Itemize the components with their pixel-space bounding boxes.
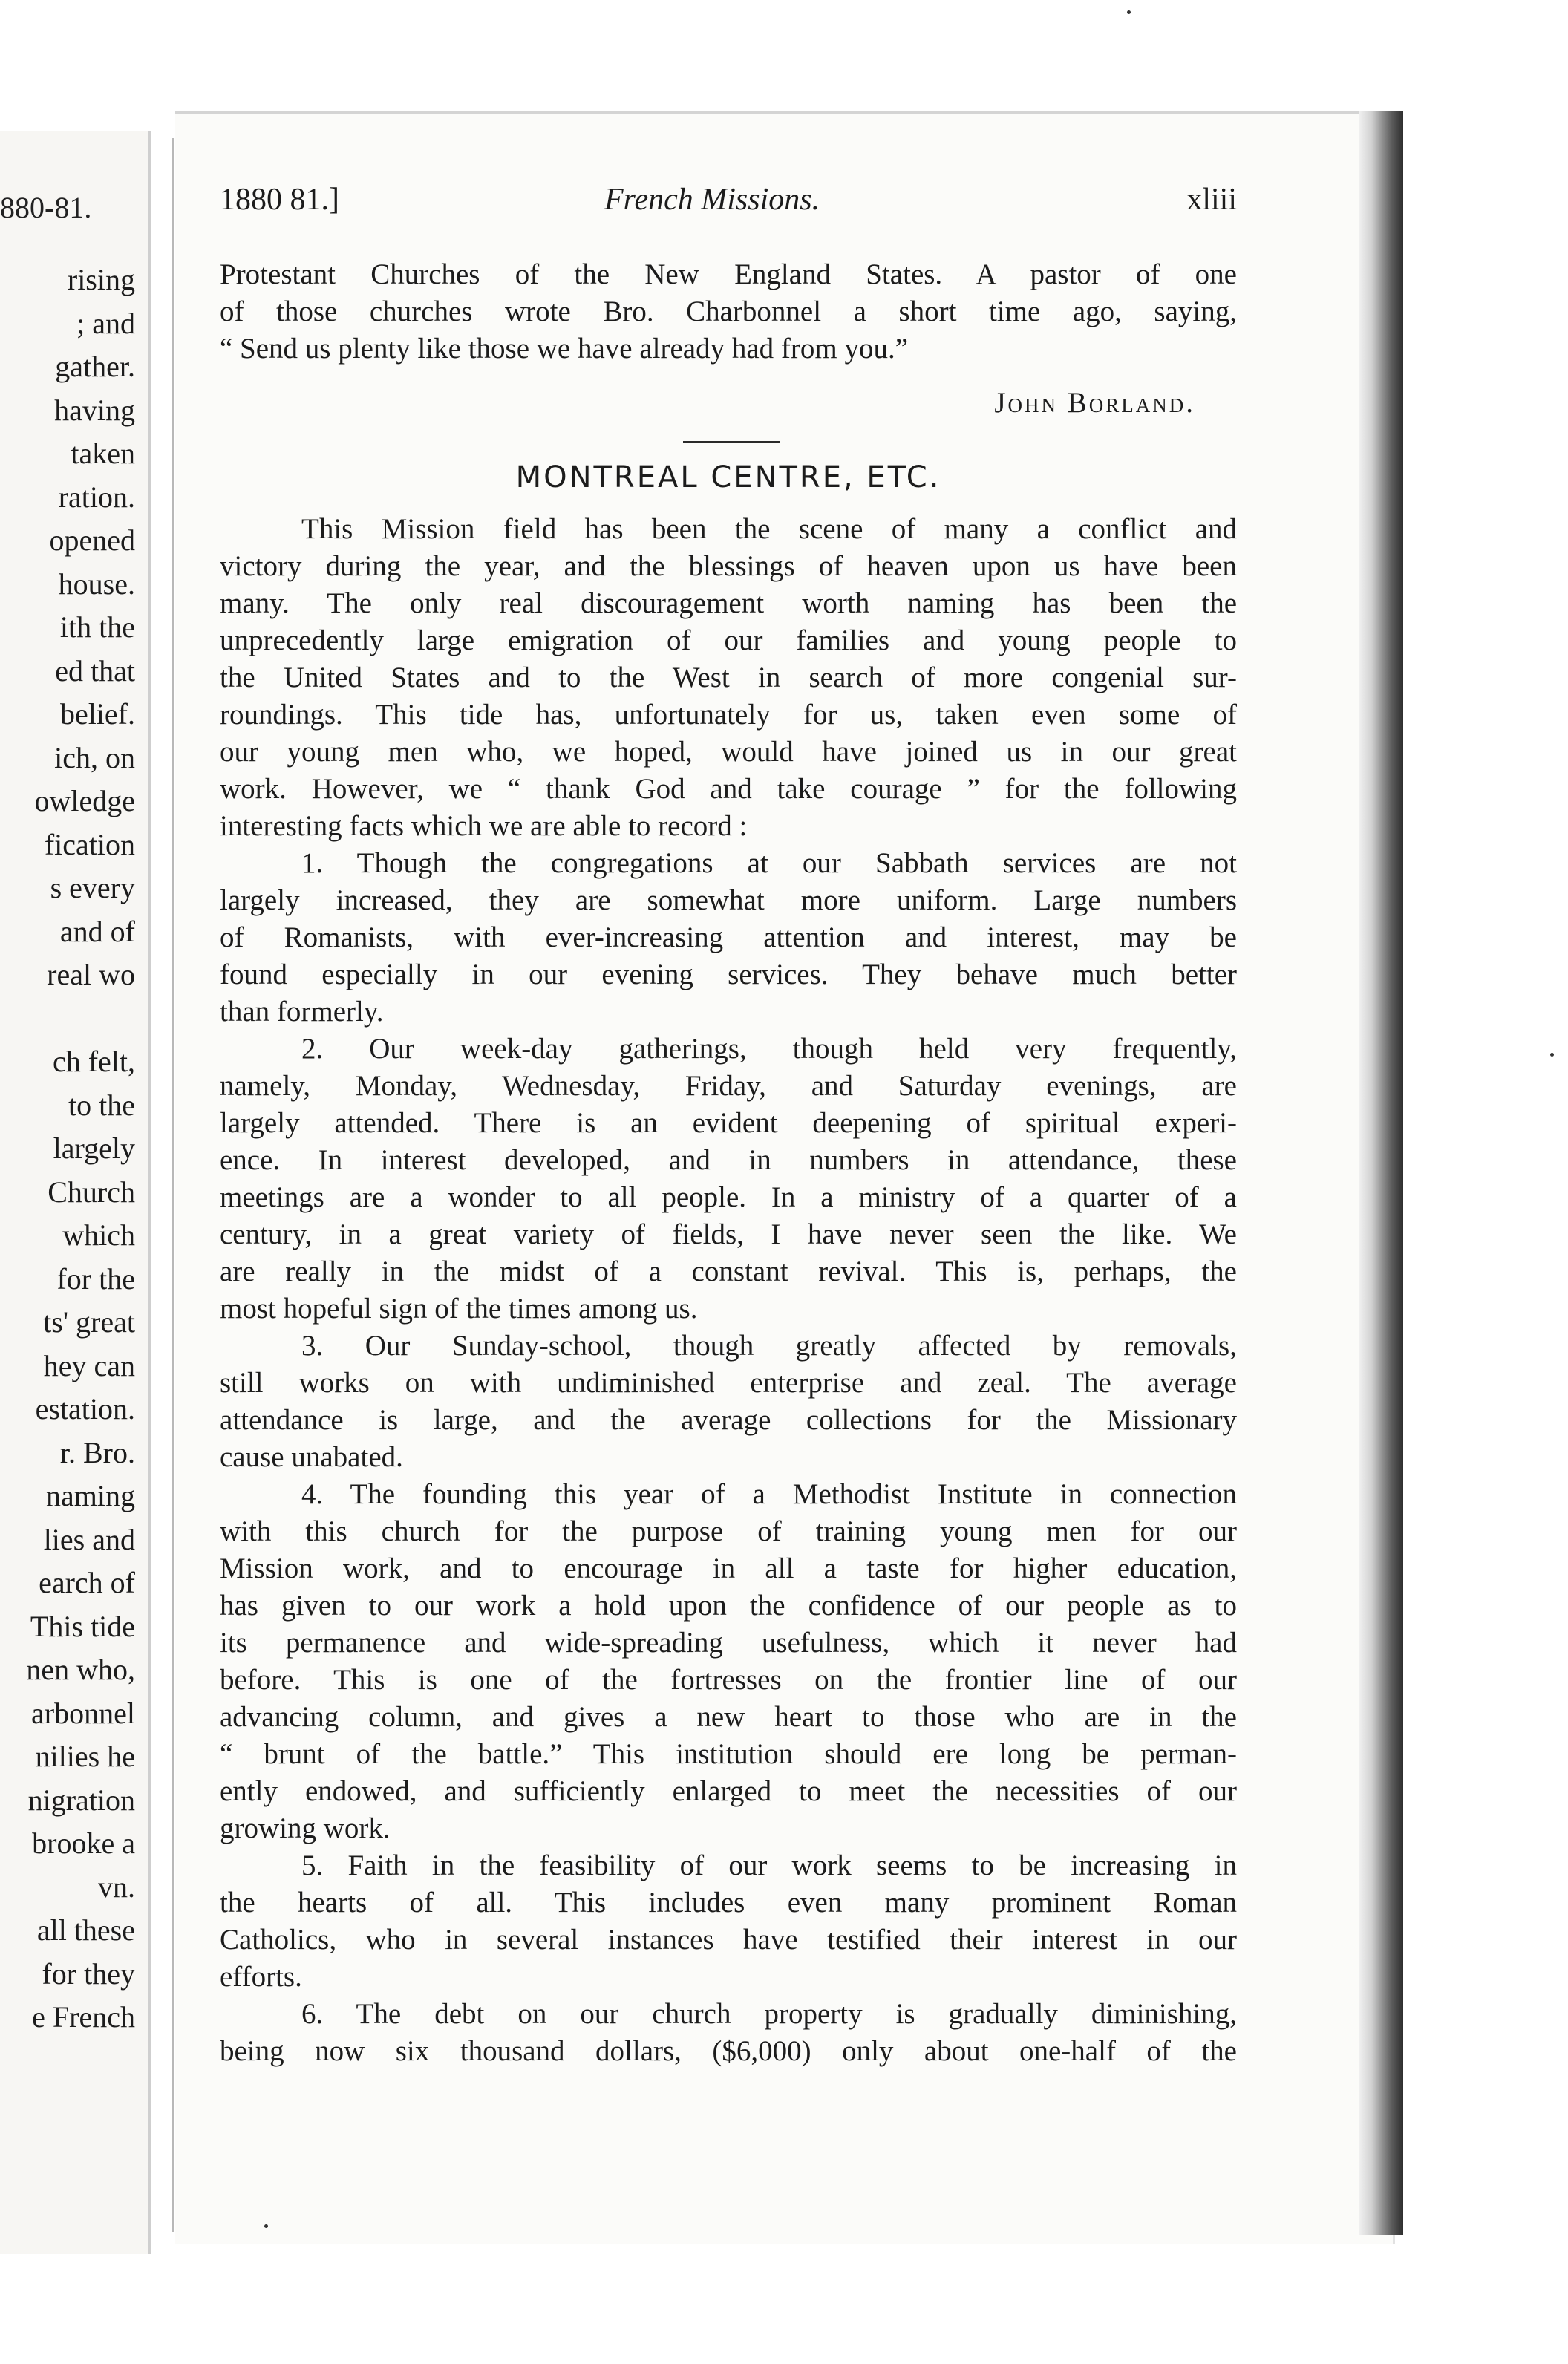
left-page-text-column — [0, 258, 135, 2040]
section-divider-rule — [683, 441, 780, 443]
body-line: 1. Though the congregations at our Sabbath services are not — [301, 847, 1237, 879]
scan-speck — [264, 2224, 268, 2228]
left-page-line: Church — [48, 1175, 135, 1209]
running-head-title: French Missions. — [604, 183, 820, 217]
body-line: namely, Monday, Wednesday, Friday, and Saturday evenings, are — [220, 1070, 1237, 1102]
body-line: our young men who, we hoped, would have joined us in our great — [220, 736, 1237, 768]
body-line: still works on with undiminished enterprise and zeal. The average — [220, 1367, 1237, 1399]
body-line: ently endowed, and sufficiently enlarged to meet the necessities of our — [220, 1775, 1237, 1807]
body-line: being now six thousand dollars, ($6,000) only about one-half of the — [220, 2035, 1237, 2067]
body-line: interesting facts which we are able to record : — [220, 810, 748, 842]
body-line: efforts. — [220, 1961, 302, 1993]
section-body-text — [220, 511, 1237, 2070]
body-line: advancing column, and gives a new heart to those who are in the — [220, 1701, 1237, 1733]
left-page-line: ts' great — [43, 1305, 135, 1339]
body-line: the hearts of all. This includes even many prominent Roman — [220, 1887, 1237, 1919]
body-line: 2. Our week-day gatherings, though held very frequently, — [301, 1033, 1237, 1065]
left-page-line: for they — [42, 1956, 135, 1991]
left-page-fragment — [0, 131, 151, 2254]
left-page-line: largely — [53, 1132, 135, 1165]
body-line: This Mission field has been the scene of many a conflict and — [301, 513, 1237, 545]
left-page-line: r. Bro. — [59, 1435, 135, 1469]
left-page-line: vn. — [98, 1870, 135, 1904]
paragraph-line: of those churches wrote Bro. Charbonnel a short time ago, saying, — [220, 296, 1237, 327]
body-line: are really in the midst of a constant revival. This is, perhaps, the — [220, 1256, 1237, 1287]
left-page-line: ; and — [76, 306, 135, 340]
left-page-line: to the — [68, 1088, 135, 1122]
left-page-line: fication — [44, 827, 135, 861]
left-page-line: This tide — [30, 1609, 135, 1643]
body-line: its permanence and wide-spreading usefulness, which it never had — [220, 1627, 1237, 1659]
body-line: 3. Our Sunday-school, though greatly affected by removals, — [301, 1330, 1237, 1362]
left-page-line: house. — [58, 566, 135, 601]
body-line: cause unabated. — [220, 1441, 403, 1473]
page-edge-shadow — [1359, 111, 1403, 2235]
left-page-line: having — [54, 393, 135, 427]
body-line: 5. Faith in the feasibility of our work seems to be increasing in — [301, 1849, 1237, 1881]
running-head — [220, 182, 1237, 226]
body-line: roundings. This tide has, unfortunately for us, taken even some of — [220, 699, 1237, 731]
author-signature: John Borland. — [994, 387, 1195, 419]
left-page-line: belief. — [59, 697, 135, 731]
left-page-line: taken — [71, 437, 135, 470]
left-page-line: e French — [32, 2000, 135, 2034]
page-number: xliii — [1186, 183, 1237, 217]
left-page-line: s every — [50, 871, 135, 904]
left-page-line: real wo — [47, 958, 135, 991]
left-page-line: and of — [59, 914, 135, 948]
section-title: MONTREAL CENTRE, ETC. — [515, 460, 941, 494]
body-line: the United States and to the West in search of more congenial sur- — [220, 662, 1237, 693]
left-page-line: which — [62, 1218, 135, 1252]
left-page-line: for the — [56, 1261, 135, 1296]
left-page-line: ch felt, — [52, 1045, 135, 1078]
left-page-line: lies and — [43, 1522, 135, 1556]
body-line: of Romanists, with ever-increasing attention and interest, may be — [220, 921, 1237, 953]
body-line: has given to our work a hold upon the confidence of our people as to — [220, 1590, 1237, 1622]
body-line: century, in a great variety of fields, I have never seen the like. We — [220, 1218, 1237, 1250]
body-line: most hopeful sign of the times among us. — [220, 1293, 698, 1325]
left-page-line: ich, on — [54, 740, 135, 774]
body-line: before. This is one of the fortresses on the frontier line of our — [220, 1664, 1237, 1696]
body-line: growing work. — [220, 1812, 391, 1844]
continued-paragraph — [220, 256, 1237, 368]
body-line: found especially in our evening services. They behave much better — [220, 959, 1237, 990]
body-line: unprecedently large emigration of our families and young people to — [220, 624, 1237, 656]
left-page-line: gather. — [55, 350, 135, 383]
paragraph-line: “ Send us plenty like those we have already had from you.” — [220, 333, 909, 365]
scan-speck — [1127, 10, 1131, 14]
body-line: “ brunt of the battle.” This institution should ere long be perman- — [220, 1738, 1237, 1770]
left-page-line: ith the — [59, 610, 135, 644]
left-page-line: nigration — [27, 1783, 135, 1817]
left-page-line: naming — [46, 1479, 135, 1512]
body-line: largely increased, they are somewhat more uniform. Large numbers — [220, 884, 1237, 916]
body-line: meetings are a wonder to all people. In a ministry of a quarter of a — [220, 1181, 1237, 1213]
body-line: victory during the year, and the blessings of heaven upon us have been — [220, 550, 1237, 582]
left-page-line: all these — [36, 1913, 135, 1947]
body-line: Catholics, who in several instances have testified their interest in our — [220, 1924, 1237, 1956]
left-page-line — [0, 997, 135, 1041]
left-page-running-head: 880-81. — [0, 191, 92, 224]
left-page-line: nen who, — [26, 1653, 135, 1686]
left-page-line: rising — [67, 263, 135, 296]
left-page-line: opened — [49, 523, 135, 557]
body-line: attendance is large, and the average collections for the Missionary — [220, 1404, 1237, 1436]
body-line: many. The only real discouragement worth naming has been the — [220, 587, 1237, 619]
left-page-line: earch of — [39, 1566, 135, 1599]
left-page-line: nilies he — [35, 1740, 135, 1773]
body-line: Mission work, and to encourage in all a taste for higher education, — [220, 1552, 1237, 1584]
body-line: work. However, we “ thank God and take courage ” for the following — [220, 773, 1237, 805]
left-page-line: brooke a — [32, 1826, 135, 1860]
left-page-line: arbonnel — [31, 1696, 135, 1730]
scan-speck — [1550, 1053, 1554, 1057]
body-line: 6. The debt on our church property is gradually diminishing, — [301, 1998, 1237, 2030]
left-page-line: hey can — [43, 1348, 135, 1382]
left-page-line: estation. — [35, 1392, 135, 1426]
paragraph-line: Protestant Churches of the New England States. A pastor of one — [220, 258, 1237, 290]
running-head-year: 1880 81.] — [220, 183, 339, 217]
book-gutter — [172, 138, 174, 2232]
body-line: 4. The founding this year of a Methodist Institute in connection — [301, 1478, 1237, 1510]
left-page-line: ed that — [55, 653, 135, 688]
body-line: than formerly. — [220, 996, 384, 1028]
left-page-line: owledge — [34, 784, 135, 817]
left-page-line: ration. — [58, 480, 135, 514]
body-line: largely attended. There is an evident deepening of spiritual experi- — [220, 1107, 1237, 1139]
body-line: ence. In interest developed, and in numbers in attendance, these — [220, 1144, 1237, 1176]
body-line: with this church for the purpose of training young men for our — [220, 1515, 1237, 1547]
